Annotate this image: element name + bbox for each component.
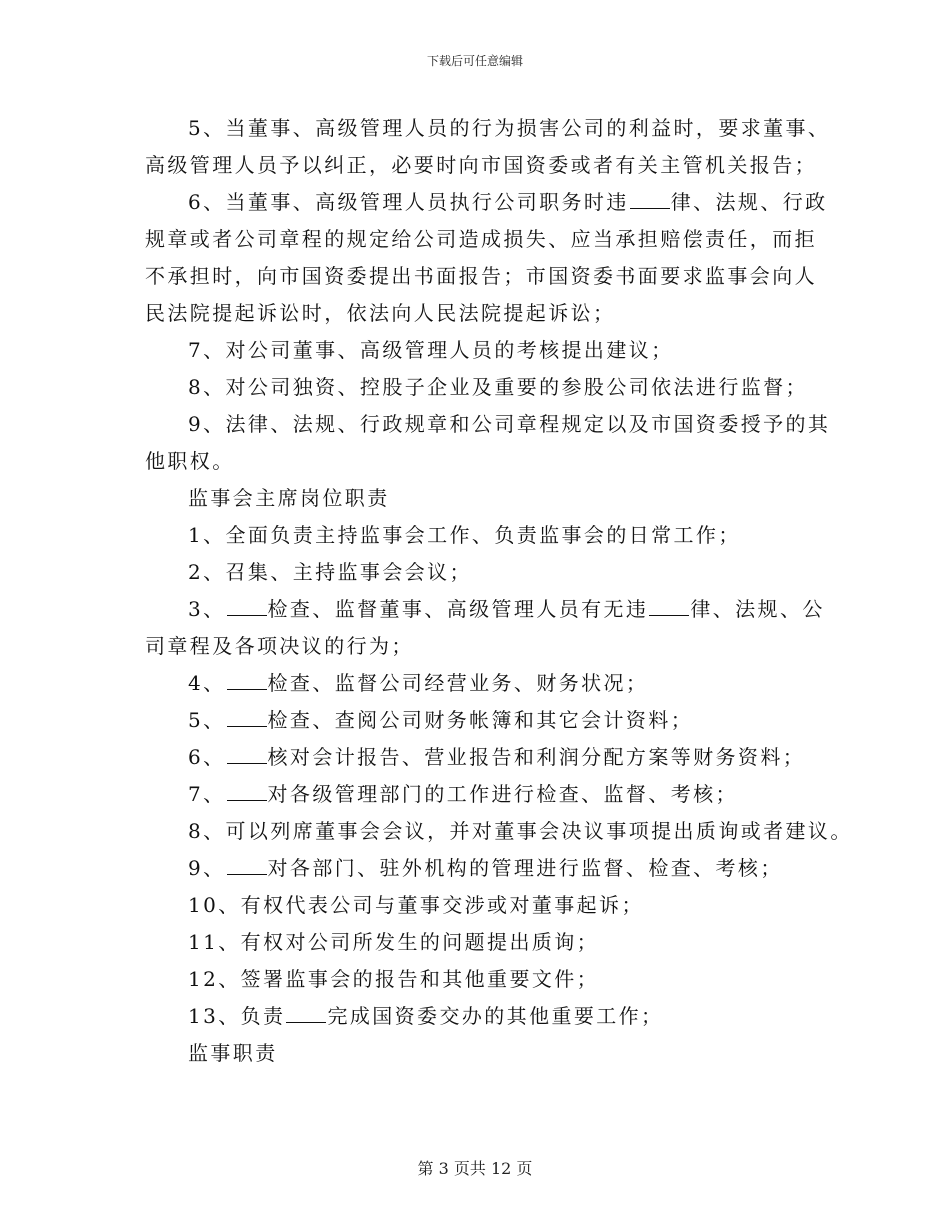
section-heading: 监事会主席岗位职责 [188,486,390,510]
paragraph-line: 7、对公司董事、高级管理人员的考核提出建议； [188,338,674,362]
fill-blank [227,708,267,727]
paragraph-line: 司章程及各项决议的行为； [145,634,414,658]
paragraph-line: 2、召集、主持监事会会议； [188,560,472,584]
paragraph-line: 8、对公司独资、控股子企业及重要的参股公司依法进行监督； [188,375,808,399]
paragraph-line: 9、法律、法规、行政规章和公司章程规定以及市国资委授予的其 [188,412,831,436]
fill-blank [227,856,267,875]
paragraph-line: 民法院提起诉讼时，依法向人民法院提起诉讼； [145,301,616,325]
fill-blank [649,597,689,616]
paragraph-line: 10、有权代表公司与董事交涉或对董事起诉； [188,893,644,917]
page-footer: 第 3 页共 12 页 [417,1159,533,1178]
document-body [145,110,853,1072]
paragraph-line: 7、 对各级管理部门的工作进行检查、监督、考核； [188,782,738,806]
fill-blank [227,745,267,764]
paragraph-line: 9、 对各部门、驻外机构的管理进行监督、检查、考核； [188,856,783,880]
fill-blank [227,597,267,616]
paragraph-line: 8、可以列席董事会会议，并对董事会决议事项提出质询或者建议。 [188,819,853,843]
paragraph-line: 5、当董事、高级管理人员的行为损害公司的利益时，要求董事、 [188,116,831,140]
paragraph-line: 4、 检查、监督公司经营业务、财务状况； [188,671,649,695]
paragraph-line: 5、 检查、查阅公司财务帐簿和其它会计资料； [188,708,694,732]
paragraph-line: 12、签署监事会的报告和其他重要文件； [188,967,600,991]
paragraph-line: 6、当董事、高级管理人员执行公司职务时违 律、法规、行政 [188,190,828,214]
paragraph-line: 3、 检查、监督董事、高级管理人员有无违 律、法规、公 [188,597,825,621]
paragraph-line: 13、负责 完成国资委交办的其他重要工作； [188,1004,664,1028]
paragraph-line: 1、全面负责主持监事会工作、负责监事会的日常工作； [188,523,741,547]
paragraph-line: 11、有权对公司所发生的问题提出质询； [188,930,600,954]
fill-blank [630,190,670,209]
paragraph-line: 6、 核对会计报告、营业报告和利润分配方案等财务资料； [188,745,806,769]
paragraph-line: 不承担时，向市国资委提出书面报告；市国资委书面要求监事会向人 [145,264,817,288]
paragraph-line: 他职权。 [145,449,235,473]
paragraph-line: 规章或者公司章程的规定给公司造成损失、应当承担赔偿责任，而拒 [145,227,817,251]
fill-blank [227,671,267,690]
fill-blank [227,782,267,801]
section-heading: 监事职责 [188,1041,278,1065]
page-header: 下载后可任意编辑 [426,54,523,68]
paragraph-line: 高级管理人员予以纠正，必要时向市国资委或者有关主管机关报告； [145,153,817,177]
fill-blank [286,1004,326,1023]
